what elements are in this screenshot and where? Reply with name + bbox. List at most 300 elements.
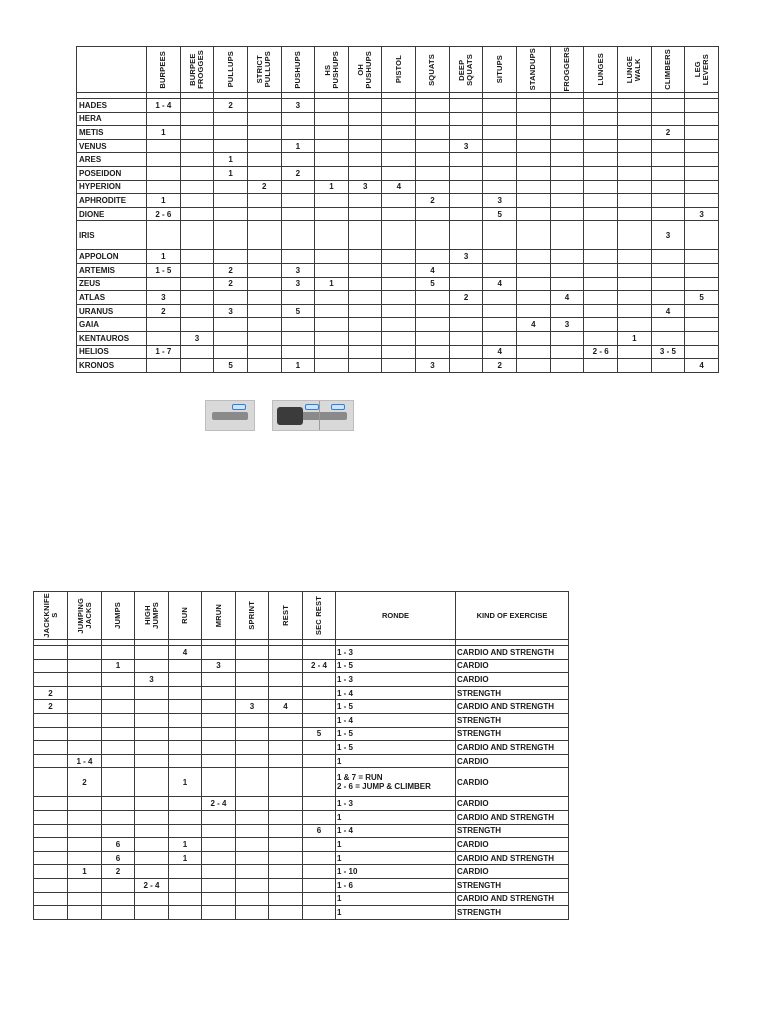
exercise-order-cell: 2 - 4 (202, 797, 236, 811)
exercise-order-cell (269, 838, 303, 852)
exercise-order-cell (247, 345, 281, 359)
exercise-order-cell (202, 754, 236, 768)
exercise-order-cell (315, 263, 349, 277)
exercise-order-cell (269, 768, 303, 797)
exercise-order-cell (68, 727, 102, 741)
exercise-column-header: SQUATS (427, 53, 437, 86)
exercise-thumbnail-icon (205, 400, 255, 431)
exercise-order-cell (517, 221, 551, 250)
exercise-column-header: STRICT PULLUPS (255, 51, 273, 88)
exercise-column-header: REST (280, 605, 290, 626)
exercise-order-cell (416, 139, 450, 153)
exercise-order-cell (617, 166, 651, 180)
exercise-order-cell: 6 (102, 851, 135, 865)
exercise-order-cell (68, 824, 102, 838)
table-row (34, 838, 569, 852)
exercise-order-cell (169, 824, 202, 838)
ronde-cell: 1 - 4 (336, 686, 456, 700)
exercise-order-cell (269, 646, 303, 660)
exercise-order-cell (348, 277, 382, 291)
column-header-cell (617, 47, 651, 93)
kind-of-exercise-cell: CARDIO (456, 659, 569, 673)
exercise-order-cell (517, 359, 551, 373)
exercise-order-cell (202, 892, 236, 906)
exercise-order-cell (382, 291, 416, 305)
workout-name-cell: IRIS (77, 221, 147, 250)
exercise-order-cell (102, 824, 135, 838)
workout-name-cell: APHRODITE (77, 194, 147, 208)
exercise-order-cell (315, 166, 349, 180)
exercise-order-cell (449, 153, 483, 167)
exercise-order-cell (651, 180, 685, 194)
exercise-order-cell (34, 754, 68, 768)
exercise-order-cell (449, 345, 483, 359)
table-row (77, 331, 719, 345)
table-row (77, 291, 719, 305)
exercise-order-cell (147, 331, 181, 345)
exercise-order-cell (180, 153, 214, 167)
exercise-order-cell (34, 892, 68, 906)
exercise-order-cell: 2 (214, 277, 248, 291)
exercise-order-cell (202, 851, 236, 865)
ronde-cell: 1 (336, 906, 456, 920)
exercise-order-cell (303, 865, 336, 879)
table-row (77, 221, 719, 250)
ronde-cell: 1 (336, 851, 456, 865)
exercise-order-cell (303, 851, 336, 865)
table-row (34, 659, 569, 673)
exercise-order-cell (685, 221, 719, 250)
workout-name-cell: HADES (77, 99, 147, 113)
exercise-order-cell: 3 (348, 180, 382, 194)
exercise-order-cell (483, 318, 517, 332)
exercise-order-cell (382, 221, 416, 250)
exercise-order-cell (269, 906, 303, 920)
column-header-cell (685, 47, 719, 93)
exercise-column-header: STANDUPS (528, 48, 538, 91)
exercise-order-cell (685, 304, 719, 318)
exercise-order-cell (102, 700, 135, 714)
exercise-order-cell (169, 892, 202, 906)
exercise-order-cell (135, 713, 169, 727)
exercise-order-cell (202, 700, 236, 714)
exercise-order-cell: 2 (449, 291, 483, 305)
column-header-cell (517, 47, 551, 93)
exercise-order-cell (247, 194, 281, 208)
exercise-order-cell (517, 166, 551, 180)
exercise-order-cell (483, 126, 517, 140)
table-header-row (77, 47, 719, 93)
ronde-cell: 1 - 3 (336, 673, 456, 687)
exercise-order-cell (102, 768, 135, 797)
exercise-order-cell (348, 207, 382, 221)
exercise-order-cell (517, 153, 551, 167)
exercise-order-cell (416, 180, 450, 194)
exercise-order-cell: 1 (102, 659, 135, 673)
exercise-order-cell (281, 221, 315, 250)
exercise-order-cell (202, 686, 236, 700)
exercise-order-cell: 3 (135, 673, 169, 687)
exercise-order-cell (685, 345, 719, 359)
exercise-order-cell (617, 139, 651, 153)
exercise-column-header: JACKKNIFE S (41, 593, 59, 638)
exercise-order-cell (247, 277, 281, 291)
exercise-order-cell (135, 851, 169, 865)
kind-of-exercise-cell: CARDIO AND STRENGTH (456, 810, 569, 824)
exercise-order-cell (34, 851, 68, 865)
kind-of-exercise-cell: CARDIO AND STRENGTH (456, 741, 569, 755)
exercise-order-cell: 1 - 7 (147, 345, 181, 359)
exercise-order-cell (247, 207, 281, 221)
exercise-order-cell (169, 673, 202, 687)
exercise-order-cell (169, 906, 202, 920)
exercise-order-cell (169, 700, 202, 714)
exercise-order-cell (147, 221, 181, 250)
exercise-order-cell (202, 824, 236, 838)
exercise-order-cell (685, 263, 719, 277)
ronde-cell: 1 - 3 (336, 646, 456, 660)
exercise-order-cell (483, 331, 517, 345)
exercise-order-cell (180, 112, 214, 126)
exercise-order-cell (135, 741, 169, 755)
exercise-order-cell (180, 221, 214, 250)
exercise-order-cell: 2 (34, 700, 68, 714)
exercise-order-cell (315, 221, 349, 250)
exercise-order-cell (584, 153, 618, 167)
exercise-order-cell (617, 277, 651, 291)
table-row (34, 768, 569, 797)
exercise-order-cell: 3 (416, 359, 450, 373)
exercise-order-cell (214, 345, 248, 359)
exercise-order-cell (68, 878, 102, 892)
exercise-order-cell (34, 797, 68, 811)
ronde-cell: 1 & 7 = RUN 2 - 6 = JUMP & CLIMBER (336, 768, 456, 797)
column-header-cell (269, 592, 303, 640)
exercise-order-cell (147, 139, 181, 153)
exercise-order-cell (269, 878, 303, 892)
exercise-order-cell (382, 126, 416, 140)
exercise-order-cell (34, 741, 68, 755)
kind-of-exercise-cell: CARDIO (456, 754, 569, 768)
exercise-order-cell (449, 112, 483, 126)
exercise-order-cell (483, 112, 517, 126)
exercise-order-cell (617, 304, 651, 318)
exercise-order-cell (247, 153, 281, 167)
exercise-order-cell (269, 865, 303, 879)
ronde-cell: 1 - 6 (336, 878, 456, 892)
exercise-order-cell (617, 359, 651, 373)
exercise-order-cell (449, 194, 483, 208)
exercise-order-cell (584, 194, 618, 208)
exercise-order-cell (281, 250, 315, 264)
exercise-order-cell (483, 304, 517, 318)
exercise-thumbnail-icon (272, 400, 354, 431)
kind-of-exercise-cell: STRENGTH (456, 878, 569, 892)
exercise-order-cell (236, 646, 269, 660)
exercise-order-cell (348, 291, 382, 305)
ronde-cell: 1 (336, 810, 456, 824)
column-header-cell (169, 592, 202, 640)
exercise-order-cell (34, 659, 68, 673)
exercise-order-cell (315, 304, 349, 318)
workout-name-cell: METIS (77, 126, 147, 140)
exercise-order-cell: 1 (169, 838, 202, 852)
exercise-column-header: RUN (180, 607, 189, 624)
exercise-order-cell (214, 112, 248, 126)
exercise-order-cell (236, 878, 269, 892)
exercise-order-cell (382, 331, 416, 345)
exercise-order-cell (517, 277, 551, 291)
exercise-order-cell: 1 (281, 359, 315, 373)
exercise-order-cell (617, 112, 651, 126)
exercise-order-cell (449, 277, 483, 291)
exercise-order-cell (214, 221, 248, 250)
exercise-order-cell (214, 139, 248, 153)
exercise-order-cell (685, 180, 719, 194)
exercise-order-cell (169, 659, 202, 673)
exercise-order-cell (135, 865, 169, 879)
column-header-cell (236, 592, 269, 640)
exercise-order-cell (382, 304, 416, 318)
exercise-order-cell (180, 263, 214, 277)
table-row (77, 277, 719, 291)
ronde-cell: 1 - 4 (336, 824, 456, 838)
exercise-order-cell (135, 838, 169, 852)
kind-of-exercise-cell: STRENGTH (456, 713, 569, 727)
table-row (77, 345, 719, 359)
exercise-order-cell (382, 250, 416, 264)
exercise-order-cell: 1 - 4 (68, 754, 102, 768)
exercise-order-cell (281, 194, 315, 208)
kind-column-header: KIND OF EXERCISE (456, 592, 569, 640)
table-row (77, 359, 719, 373)
exercise-order-cell (584, 359, 618, 373)
exercise-order-cell (416, 318, 450, 332)
exercise-order-cell (135, 768, 169, 797)
exercise-order-cell (102, 646, 135, 660)
exercise-order-cell: 3 (281, 277, 315, 291)
exercise-order-cell (135, 646, 169, 660)
exercise-order-cell (651, 331, 685, 345)
exercise-order-cell (449, 221, 483, 250)
exercise-order-cell (416, 207, 450, 221)
exercise-order-cell (348, 194, 382, 208)
exercise-order-cell (147, 153, 181, 167)
exercise-order-cell (102, 686, 135, 700)
exercise-order-cell (247, 221, 281, 250)
exercise-order-cell (180, 207, 214, 221)
table-row (77, 126, 719, 140)
exercise-order-cell (102, 797, 135, 811)
exercise-order-cell (584, 207, 618, 221)
exercise-order-cell: 4 (483, 277, 517, 291)
exercise-order-cell (449, 304, 483, 318)
exercise-order-cell (348, 99, 382, 113)
exercise-column-header: JUMPS (113, 602, 122, 629)
exercise-order-cell (517, 345, 551, 359)
exercise-order-cell (236, 741, 269, 755)
table-row (34, 878, 569, 892)
exercise-order-cell (348, 263, 382, 277)
exercise-order-cell (303, 768, 336, 797)
exercise-order-cell (236, 892, 269, 906)
exercise-order-cell: 3 (214, 304, 248, 318)
exercise-order-cell (269, 797, 303, 811)
exercise-order-cell (651, 99, 685, 113)
exercise-column-header: HIGH JUMPS (142, 602, 160, 629)
exercise-order-cell (550, 304, 584, 318)
exercise-order-cell (281, 126, 315, 140)
exercise-order-cell: 3 (550, 318, 584, 332)
workout-name-cell: VENUS (77, 139, 147, 153)
table-row (77, 180, 719, 194)
exercise-order-cell (483, 221, 517, 250)
exercise-order-cell (303, 797, 336, 811)
exercise-column-header: LEG LEVERS (692, 53, 710, 86)
exercise-order-cell (202, 878, 236, 892)
exercise-order-cell: 2 - 6 (584, 345, 618, 359)
exercise-order-cell (348, 359, 382, 373)
exercise-order-cell (315, 99, 349, 113)
exercise-order-cell (348, 126, 382, 140)
exercise-order-cell (147, 359, 181, 373)
exercise-order-cell (135, 810, 169, 824)
exercise-order-cell: 5 (685, 291, 719, 305)
exercise-order-cell: 1 (169, 768, 202, 797)
exercise-order-cell (584, 139, 618, 153)
exercise-order-cell: 2 (651, 126, 685, 140)
column-header-cell (348, 47, 382, 93)
exercise-order-cell: 1 (315, 277, 349, 291)
exercise-order-cell (685, 194, 719, 208)
exercise-order-cell: 2 - 4 (135, 878, 169, 892)
exercise-order-cell (281, 318, 315, 332)
exercise-order-cell (34, 810, 68, 824)
exercise-order-cell (416, 112, 450, 126)
exercise-order-cell (303, 686, 336, 700)
exercise-order-cell (449, 359, 483, 373)
workout-name-cell: ATLAS (77, 291, 147, 305)
kind-of-exercise-cell: CARDIO (456, 768, 569, 797)
exercise-order-cell (102, 713, 135, 727)
exercise-order-cell (315, 291, 349, 305)
kind-of-exercise-cell: STRENGTH (456, 824, 569, 838)
exercise-order-cell (202, 713, 236, 727)
exercise-order-cell: 3 (281, 263, 315, 277)
exercise-order-cell (68, 673, 102, 687)
exercise-order-cell (269, 754, 303, 768)
workout-name-cell: HYPERION (77, 180, 147, 194)
exercise-order-cell (269, 851, 303, 865)
exercise-order-cell: 4 (517, 318, 551, 332)
exercise-order-cell (584, 166, 618, 180)
exercise-column-header: PULLUPS (225, 51, 235, 88)
exercise-order-cell: 2 (34, 686, 68, 700)
exercise-order-cell (236, 713, 269, 727)
exercise-order-cell (416, 153, 450, 167)
workout-name-cell: ZEUS (77, 277, 147, 291)
exercise-order-cell (34, 865, 68, 879)
exercise-order-cell (651, 139, 685, 153)
exercise-order-cell (416, 331, 450, 345)
exercise-order-cell (517, 99, 551, 113)
exercise-order-cell (269, 713, 303, 727)
exercise-order-cell (214, 250, 248, 264)
workout-name-cell: APPOLON (77, 250, 147, 264)
table-row (77, 194, 719, 208)
exercise-order-cell (236, 686, 269, 700)
exercise-order-cell (169, 713, 202, 727)
exercise-order-cell (517, 250, 551, 264)
ronde-cell: 1 (336, 838, 456, 852)
ronde-cell: 1 - 5 (336, 700, 456, 714)
workout-name-cell: URANUS (77, 304, 147, 318)
exercise-order-cell (34, 838, 68, 852)
exercise-order-cell (202, 865, 236, 879)
exercise-order-cell (68, 741, 102, 755)
ronde-cell: 1 - 3 (336, 797, 456, 811)
exercise-order-cell (68, 906, 102, 920)
exercise-order-cell (517, 207, 551, 221)
exercise-order-cell: 1 (169, 851, 202, 865)
exercise-order-cell: 1 - 4 (147, 99, 181, 113)
ronde-column-header: RONDE (336, 592, 456, 640)
exercise-order-cell (135, 686, 169, 700)
exercise-order-cell (584, 126, 618, 140)
exercise-order-cell: 6 (102, 838, 135, 852)
exercise-order-cell (483, 166, 517, 180)
exercise-order-cell (382, 359, 416, 373)
exercise-column-header: SEC REST (314, 595, 323, 636)
table-row (77, 250, 719, 264)
exercise-order-cell (348, 112, 382, 126)
exercise-order-cell (550, 221, 584, 250)
exercise-order-cell (180, 99, 214, 113)
column-header-cell (449, 47, 483, 93)
workout-name-cell: KENTAUROS (77, 331, 147, 345)
exercise-order-cell: 4 (685, 359, 719, 373)
exercise-column-header: BURPEES (158, 50, 168, 89)
cardio-strength-table (33, 591, 569, 920)
exercise-order-cell: 1 (617, 331, 651, 345)
exercise-column-header: SPRINT (247, 601, 256, 630)
ronde-cell: 1 - 10 (336, 865, 456, 879)
table-row (34, 754, 569, 768)
exercise-order-cell: 2 (416, 194, 450, 208)
exercise-order-cell (584, 263, 618, 277)
exercise-order-cell (416, 166, 450, 180)
exercise-order-cell: 1 (315, 180, 349, 194)
exercise-order-cell (651, 291, 685, 305)
column-header-cell (550, 47, 584, 93)
exercise-order-cell (315, 250, 349, 264)
exercise-order-cell (651, 153, 685, 167)
column-header-cell (147, 47, 181, 93)
column-header-cell (247, 47, 281, 93)
exercise-order-cell (315, 112, 349, 126)
exercise-order-cell (348, 318, 382, 332)
exercise-order-cell (449, 207, 483, 221)
exercise-order-cell (135, 892, 169, 906)
exercise-order-cell (685, 250, 719, 264)
table-row (77, 112, 719, 126)
exercise-order-cell: 2 (214, 263, 248, 277)
exercise-order-cell (247, 359, 281, 373)
exercise-order-cell (550, 359, 584, 373)
kind-of-exercise-cell: CARDIO AND STRENGTH (456, 646, 569, 660)
table-row (77, 304, 719, 318)
exercise-order-cell (584, 112, 618, 126)
